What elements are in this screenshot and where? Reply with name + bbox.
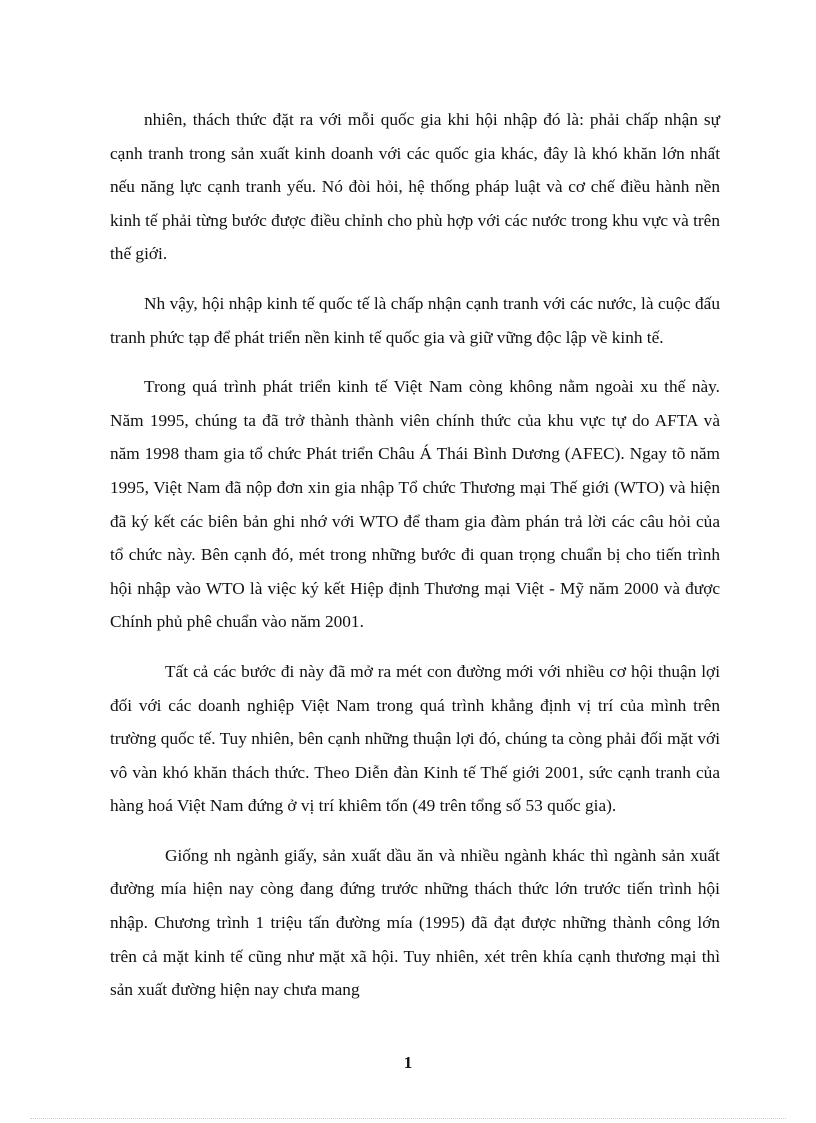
- paragraph: Trong quá trình phát triển kinh tế Việt Nam còng không nằm ngoài xu thế này. Năm 1995, chúng ta đã trở thành thành viên chính thức của khu vực tự do AFTA và năm 1998 tham gia tổ chức Phát triển Châu Á Thái Bình Dương (AFEC). Ngay tõ năm 1995, Việt Nam đã nộp đơn xin gia nhập Tổ chức Thương mại Thế giới (WTO) và hiện đã ký kết các biên bản ghi nhớ với WTO để tham gia đàm phán trả lời các câu hỏi của tổ chức này. Bên cạnh đó, mét trong những bước đi quan trọng chuẩn bị cho tiến trình hội nhập vào WTO là việc ký kết Hiệp định Thương mại Việt - Mỹ năm 2000 và được Chính phủ phê chuẩn vào năm 2001.: [110, 377, 720, 632]
- page-number: 1: [403, 1053, 413, 1072]
- paragraph: nhiên, thách thức đặt ra với mỗi quốc gia khi hội nhập đó là: phải chấp nhận sự cạnh tranh trong sản xuất kinh doanh với các quốc gia khác, đây là khó khăn lớn nhất nếu năng lực cạnh tranh yếu. Nó đòi hỏi, hệ thống pháp luật và cơ chế điều hành nền kinh tế phải từng bước được điều chỉnh cho phù hợp với các nước trong khu vực và trên thế giới.: [110, 110, 720, 264]
- paragraph: Tất cả các bước đi này đã mở ra mét con đường mới với nhiều cơ hội thuận lợi đối với các doanh nghiệp Việt Nam trong quá trình khẳng định vị trí của mình trên trường quốc tế. Tuy nhiên, bên cạnh những thuận lợi đó, chúng ta còng phải đối mặt với vô vàn khó khăn thách thức. Theo Diễn đàn Kinh tế Thế giới 2001, sức cạnh tranh của hàng hoá Việt Nam đứng ở vị trí khiêm tốn (49 trên tổng số 53 quốc gia).: [110, 661, 720, 816]
- paragraph: Giống nh ngành giấy, sản xuất dầu ăn và nhiều ngành khác thì ngành sản xuất đường mía hiện nay còng đang đứng trước những thách thức lớn trước tiến trình hội nhập. Chương trình 1 triệu tấn đường mía (1995) đã đạt được những thành công lớn trên cả mặt kinh tế cũng như mặt xã hội. Tuy nhiên, xét trên khía cạnh thương mại thì sản xuất đường hiện nay chưa mang: [110, 845, 720, 1000]
- paragraph: Nh vậy, hội nhập kinh tế quốc tế là chấp nhận cạnh tranh với các nước, là cuộc đấu tranh phức tạp để phát triển nền kinh tế quốc gia và giữ vững độc lập về kinh tế.: [110, 293, 720, 347]
- page-bottom-divider: [30, 1118, 786, 1119]
- body-text: [110, 103, 720, 1023]
